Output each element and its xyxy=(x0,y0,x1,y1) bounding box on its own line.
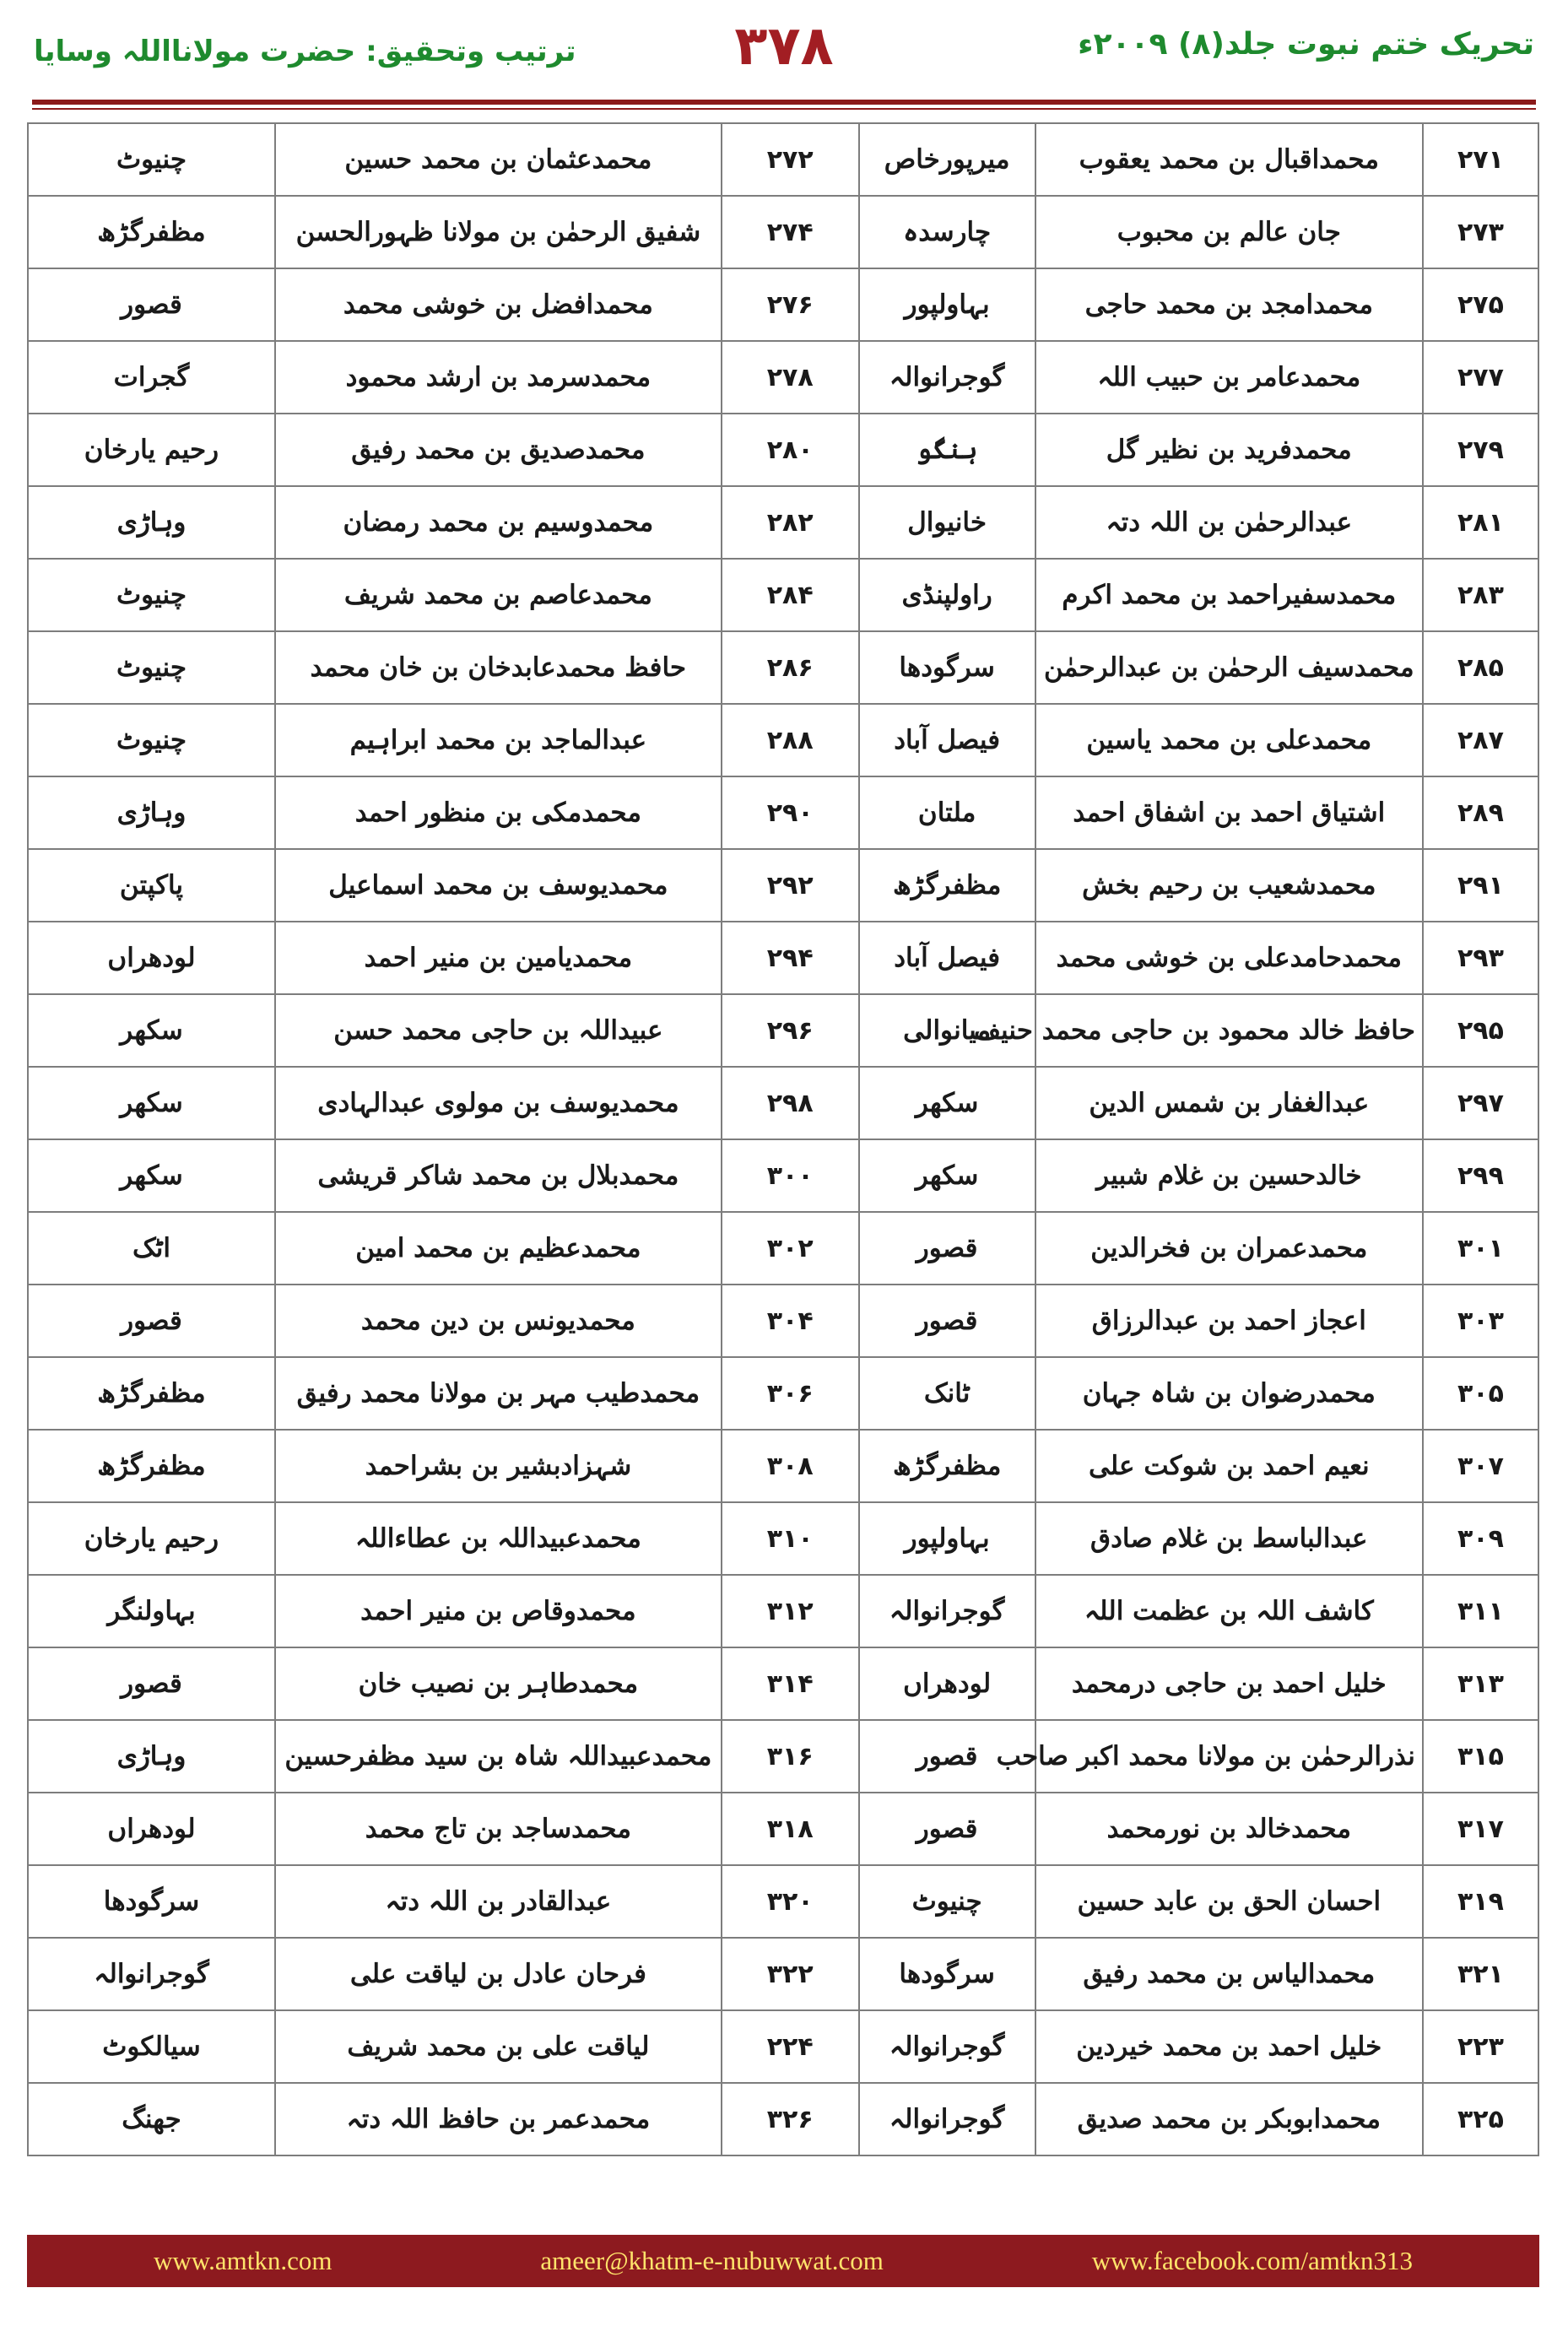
entry-number: ۲۸۷ xyxy=(1423,704,1538,776)
facebook-link[interactable]: www.facebook.com/amtkn313 xyxy=(1091,2246,1413,2275)
entry-name: محمدعامر بن حبیب اللہ xyxy=(1035,341,1423,414)
entry-city: قصور xyxy=(28,268,275,341)
entry-name: عبیداللہ بن حاجی محمد حسن xyxy=(275,994,722,1067)
entry-name: محمدعثمان بن محمد حسین xyxy=(275,123,722,196)
table-row xyxy=(28,1285,1538,1357)
entry-city: قصور xyxy=(28,1647,275,1720)
entry-city: جھنگ xyxy=(28,2083,275,2155)
entry-city: چنیوٹ xyxy=(28,559,275,631)
table-row xyxy=(28,1865,1538,1938)
entry-name: حافظ محمدعابدخان بن خان محمد xyxy=(275,631,722,704)
entry-city: فیصل آباد xyxy=(859,922,1035,994)
entry-number: ۳۱۴ xyxy=(722,1647,859,1720)
entry-number: ۳۰۲ xyxy=(722,1212,859,1285)
entry-name: نعیم احمد بن شوکت علی xyxy=(1035,1430,1423,1502)
table-row xyxy=(28,196,1538,268)
entry-city: رحیم یارخان xyxy=(28,1502,275,1575)
entry-name: خالدحسین بن غلام شبیر xyxy=(1035,1139,1423,1212)
entry-name: محمدخالد بن نورمحمد xyxy=(1035,1793,1423,1865)
table-row xyxy=(28,559,1538,631)
page-footer xyxy=(27,2235,1539,2287)
entry-number: ۲۷۳ xyxy=(1423,196,1538,268)
table-row xyxy=(28,123,1538,196)
entry-number: ۲۸۵ xyxy=(1423,631,1538,704)
entry-city: سیالکوٹ xyxy=(28,2010,275,2083)
entry-city: مظفرگڑھ xyxy=(28,1357,275,1430)
entry-name: محمدامجد بن محمد حاجی xyxy=(1035,268,1423,341)
entry-city: گوجرانوالہ xyxy=(859,2010,1035,2083)
entry-city: سکھر xyxy=(859,1139,1035,1212)
table-row xyxy=(28,2010,1538,2083)
book-title: تحریک ختم نبوت جلد(۸) ۲۰۰۹ء xyxy=(1078,27,1534,62)
entry-city: مظفرگڑھ xyxy=(28,1430,275,1502)
entry-city: راولپنڈی xyxy=(859,559,1035,631)
header-rule-thick xyxy=(32,100,1536,105)
entry-number: ۳۰۰ xyxy=(722,1139,859,1212)
entry-number: ۲۹۵ xyxy=(1423,994,1538,1067)
website-link[interactable]: www.amtkn.com xyxy=(154,2246,333,2275)
entry-number: ۲۷۷ xyxy=(1423,341,1538,414)
entry-name: اعجاز احمد بن عبدالرزاق xyxy=(1035,1285,1423,1357)
entry-number: ۳۲۵ xyxy=(1423,2083,1538,2155)
entry-city: سرگودھا xyxy=(859,631,1035,704)
entry-city: پاکپتن xyxy=(28,849,275,922)
entry-city: گوجرانوالہ xyxy=(28,1938,275,2010)
entry-number: ۳۰۷ xyxy=(1423,1430,1538,1502)
entry-city: گوجرانوالہ xyxy=(859,2083,1035,2155)
entry-number: ۳۱۰ xyxy=(722,1502,859,1575)
entry-number: ۳۲۲ xyxy=(722,1938,859,2010)
entry-name: محمدیوسف بن محمد اسماعیل xyxy=(275,849,722,922)
entry-city: مظفرگڑھ xyxy=(859,849,1035,922)
entry-name: لیاقت علی بن محمد شریف xyxy=(275,2010,722,2083)
table-row xyxy=(28,1575,1538,1647)
entry-number: ۳۱۲ xyxy=(722,1575,859,1647)
entry-city: چارسدہ xyxy=(859,196,1035,268)
entry-city: لودھراں xyxy=(859,1647,1035,1720)
table-row xyxy=(28,1502,1538,1575)
entry-number: ۳۱۸ xyxy=(722,1793,859,1865)
entry-number: ۳۱۱ xyxy=(1423,1575,1538,1647)
table-row xyxy=(28,341,1538,414)
entry-city: لودھراں xyxy=(28,1793,275,1865)
entry-name: محمدعلی بن محمد یاسین xyxy=(1035,704,1423,776)
entry-number: ۳۰۳ xyxy=(1423,1285,1538,1357)
entry-name: عبدالقادر بن اللہ دتہ xyxy=(275,1865,722,1938)
table-row xyxy=(28,268,1538,341)
entry-name: محمدطیب مہر بن مولانا محمد رفیق xyxy=(275,1357,722,1430)
entry-number: ۳۲۰ xyxy=(722,1865,859,1938)
table-row xyxy=(28,1938,1538,2010)
entry-name: عبدالرحمٰن بن اللہ دتہ xyxy=(1035,486,1423,559)
table-row xyxy=(28,1720,1538,1793)
entry-number: ۲۹۶ xyxy=(722,994,859,1067)
table-row xyxy=(28,1430,1538,1502)
entry-name: محمدسفیراحمد بن محمد اکرم xyxy=(1035,559,1423,631)
entry-city: رحیم یارخان xyxy=(28,414,275,486)
entry-name: خلیل احمد بن حاجی درمحمد xyxy=(1035,1647,1423,1720)
entry-city: وہاڑی xyxy=(28,776,275,849)
entry-name: محمدرضوان بن شاہ جہان xyxy=(1035,1357,1423,1430)
entry-city: سرگودھا xyxy=(859,1938,1035,2010)
entry-number: ۲۲۴ xyxy=(722,2010,859,2083)
entry-name: حافظ خالد محمود بن حاجی محمد حنیف xyxy=(1035,994,1423,1067)
entry-city: لودھراں xyxy=(28,922,275,994)
table-row xyxy=(28,994,1538,1067)
entry-number: ۳۱۶ xyxy=(722,1720,859,1793)
entry-name: محمدعمران بن فخرالدین xyxy=(1035,1212,1423,1285)
entry-city: میانوالی xyxy=(859,994,1035,1067)
table-row xyxy=(28,1067,1538,1139)
table-row xyxy=(28,1793,1538,1865)
entry-city: قصور xyxy=(859,1793,1035,1865)
entry-name: جان عالم بن محبوب xyxy=(1035,196,1423,268)
entry-name: محمدیوسف بن مولوی عبدالہادی xyxy=(275,1067,722,1139)
entry-name: محمداقبال بن محمد یعقوب xyxy=(1035,123,1423,196)
entry-number: ۲۹۱ xyxy=(1423,849,1538,922)
entry-number: ۲۹۰ xyxy=(722,776,859,849)
entry-number: ۳۰۴ xyxy=(722,1285,859,1357)
entry-name: محمدعبیداللہ بن عطاءاللہ xyxy=(275,1502,722,1575)
entry-number: ۲۸۱ xyxy=(1423,486,1538,559)
entry-name: محمدمکی بن منظور احمد xyxy=(275,776,722,849)
entry-city: اٹک xyxy=(28,1212,275,1285)
entry-number: ۲۹۷ xyxy=(1423,1067,1538,1139)
table-row xyxy=(28,486,1538,559)
entry-number: ۳۰۹ xyxy=(1423,1502,1538,1575)
names-table xyxy=(27,122,1539,2156)
entry-city: بہاولنگر xyxy=(28,1575,275,1647)
entry-name: احسان الحق بن عابد حسین xyxy=(1035,1865,1423,1938)
entry-name: محمدعاصم بن محمد شریف xyxy=(275,559,722,631)
entry-name: عبدالماجد بن محمد ابراہیم xyxy=(275,704,722,776)
entry-number: ۳۰۶ xyxy=(722,1357,859,1430)
entry-name: محمدابوبکر بن محمد صدیق xyxy=(1035,2083,1423,2155)
entry-number: ۲۹۳ xyxy=(1423,922,1538,994)
entry-name: محمدعبیداللہ شاہ بن سید مظفرحسین xyxy=(275,1720,722,1793)
table-row xyxy=(28,1139,1538,1212)
email-link[interactable]: ameer@khatm-e-nubuwwat.com xyxy=(540,2246,884,2275)
page-header xyxy=(0,0,1568,101)
entry-city: قصور xyxy=(28,1285,275,1357)
entry-city: گجرات xyxy=(28,341,275,414)
entry-city: چنیوٹ xyxy=(28,123,275,196)
table-row xyxy=(28,704,1538,776)
entry-number: ۲۹۸ xyxy=(722,1067,859,1139)
entry-number: ۲۷۸ xyxy=(722,341,859,414)
entry-number: ۳۱۳ xyxy=(1423,1647,1538,1720)
entry-name: محمدعمر بن حافظ اللہ دتہ xyxy=(275,2083,722,2155)
entry-city: قصور xyxy=(859,1720,1035,1793)
entry-number: ۳۲۱ xyxy=(1423,1938,1538,2010)
entry-city: بہاولپور xyxy=(859,1502,1035,1575)
entry-city: سکھر xyxy=(28,1139,275,1212)
entry-number: ۲۹۹ xyxy=(1423,1139,1538,1212)
entry-city: سکھر xyxy=(28,994,275,1067)
entry-name: محمدالیاس بن محمد رفیق xyxy=(1035,1938,1423,2010)
entry-city: چنیوٹ xyxy=(28,704,275,776)
entry-number: ۲۸۶ xyxy=(722,631,859,704)
entry-city: قصور xyxy=(859,1285,1035,1357)
entry-name: محمدحامدعلی بن خوشی محمد xyxy=(1035,922,1423,994)
table-row xyxy=(28,631,1538,704)
entry-city: چنیوٹ xyxy=(28,631,275,704)
entry-name: محمدشعیب بن رحیم بخش xyxy=(1035,849,1423,922)
entry-number: ۲۷۵ xyxy=(1423,268,1538,341)
entry-city: بہاولپور xyxy=(859,268,1035,341)
entry-name: خلیل احمد بن محمد خیردین xyxy=(1035,2010,1423,2083)
entry-name: محمدطاہر بن نصیب خان xyxy=(275,1647,722,1720)
table-row xyxy=(28,2083,1538,2155)
entry-city: میرپورخاص xyxy=(859,123,1035,196)
entry-number: ۳۲۶ xyxy=(722,2083,859,2155)
entry-number: ۲۷۶ xyxy=(722,268,859,341)
entry-number: ۲۸۳ xyxy=(1423,559,1538,631)
entry-name: محمدفرید بن نظیر گل xyxy=(1035,414,1423,486)
entry-city: قصور xyxy=(859,1212,1035,1285)
entry-name: محمدیونس بن دین محمد xyxy=(275,1285,722,1357)
entry-city: ٹانک xyxy=(859,1357,1035,1430)
entry-name: محمدساجد بن تاج محمد xyxy=(275,1793,722,1865)
table-row xyxy=(28,1357,1538,1430)
entry-city: مظفرگڑھ xyxy=(28,196,275,268)
entry-number: ۲۸۹ xyxy=(1423,776,1538,849)
entry-number: ۲۸۰ xyxy=(722,414,859,486)
entry-name: شہزادبشیر بن بشراحمد xyxy=(275,1430,722,1502)
entry-number: ۳۰۱ xyxy=(1423,1212,1538,1285)
entry-name: محمدبلال بن محمد شاکر قریشی xyxy=(275,1139,722,1212)
entry-number: ۲۹۲ xyxy=(722,849,859,922)
table-row xyxy=(28,1212,1538,1285)
table-row xyxy=(28,414,1538,486)
entry-number: ۳۱۷ xyxy=(1423,1793,1538,1865)
entry-city: چنیوٹ xyxy=(859,1865,1035,1938)
entry-city: خانیوال xyxy=(859,486,1035,559)
entry-name: اشتیاق احمد بن اشفاق احمد xyxy=(1035,776,1423,849)
entry-name: محمدسیف الرحمٰن بن عبدالرحمٰن xyxy=(1035,631,1423,704)
entry-city: وہاڑی xyxy=(28,1720,275,1793)
entry-city: گوجرانوالہ xyxy=(859,1575,1035,1647)
entry-name: کاشف اللہ بن عظمت اللہ xyxy=(1035,1575,1423,1647)
entry-name: محمدوقاص بن منیر احمد xyxy=(275,1575,722,1647)
entry-name: محمدصدیق بن محمد رفیق xyxy=(275,414,722,486)
entry-city: فیصل آباد xyxy=(859,704,1035,776)
entry-number: ۲۷۹ xyxy=(1423,414,1538,486)
entry-number: ۳۱۵ xyxy=(1423,1720,1538,1793)
entry-name: محمدسرمد بن ارشد محمود xyxy=(275,341,722,414)
entry-number: ۲۷۱ xyxy=(1423,123,1538,196)
entry-number: ۲۸۲ xyxy=(722,486,859,559)
entry-city: مظفرگڑھ xyxy=(859,1430,1035,1502)
table-row xyxy=(28,849,1538,922)
entry-number: ۲۸۴ xyxy=(722,559,859,631)
compiler-credit: ترتیب وتحقیق: حضرت مولانااللہ وسایا xyxy=(34,35,576,68)
entry-number: ۳۰۸ xyxy=(722,1430,859,1502)
entry-name: محمدافضل بن خوشی محمد xyxy=(275,268,722,341)
entry-number: ۲۷۴ xyxy=(722,196,859,268)
entry-number: ۲۹۴ xyxy=(722,922,859,994)
entry-name: نذرالرحمٰن بن مولانا محمد اکبر صاحب xyxy=(1035,1720,1423,1793)
entry-number: ۲۲۳ xyxy=(1423,2010,1538,2083)
entry-name: محمدوسیم بن محمد رمضان xyxy=(275,486,722,559)
entry-city: سکھر xyxy=(859,1067,1035,1139)
table-row xyxy=(28,776,1538,849)
entry-number: ۳۱۹ xyxy=(1423,1865,1538,1938)
table-row xyxy=(28,1647,1538,1720)
entry-number: ۳۰۵ xyxy=(1423,1357,1538,1430)
header-rule-thin xyxy=(32,108,1536,110)
entry-name: شفیق الرحمٰن بن مولانا ظہورالحسن xyxy=(275,196,722,268)
entry-city: سکھر xyxy=(28,1067,275,1139)
entry-name: محمدعظیم بن محمد امین xyxy=(275,1212,722,1285)
entry-name: عبدالباسط بن غلام صادق xyxy=(1035,1502,1423,1575)
entry-city: گوجرانوالہ xyxy=(859,341,1035,414)
table-row xyxy=(28,922,1538,994)
entry-city: ملتان xyxy=(859,776,1035,849)
entry-number: ۲۷۲ xyxy=(722,123,859,196)
entry-city: ہنگو xyxy=(859,414,1035,486)
entry-name: عبدالغفار بن شمس الدین xyxy=(1035,1067,1423,1139)
entry-name: محمدیامین بن منیر احمد xyxy=(275,922,722,994)
entry-name: فرحان عادل بن لیاقت علی xyxy=(275,1938,722,2010)
page-number: ۳۷۸ xyxy=(734,15,834,78)
entry-number: ۲۸۸ xyxy=(722,704,859,776)
entry-city: سرگودھا xyxy=(28,1865,275,1938)
entry-city: وہاڑی xyxy=(28,486,275,559)
